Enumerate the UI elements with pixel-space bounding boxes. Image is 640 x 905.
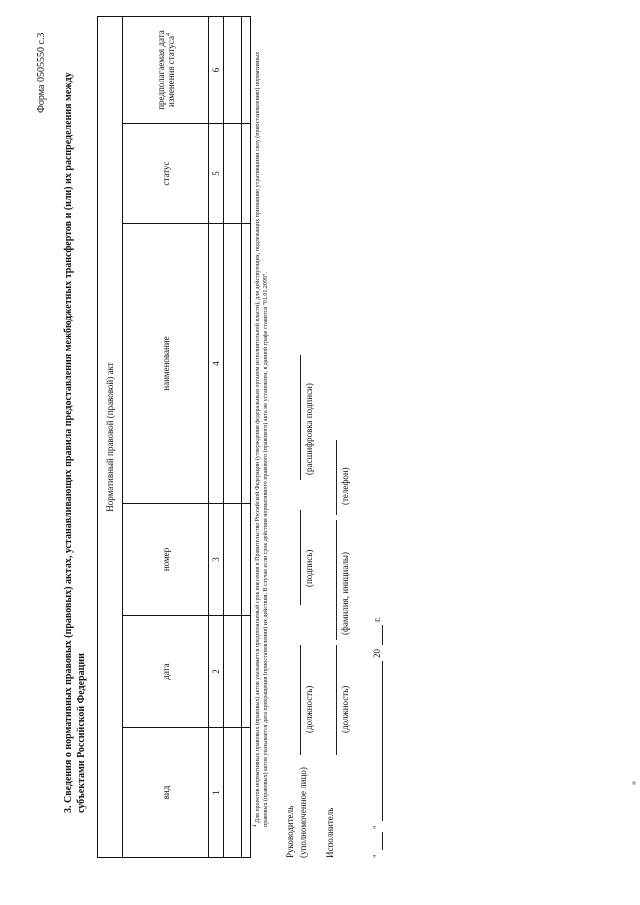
caption-decoding: (расшифровка подписи) [304, 383, 314, 475]
footnote-text: Для проектов нормативных правовых (правовых) актов указывается предполагаемый срок внесения в Правительство Российской Федерации (утверждения федеральным органом исполнительной власти), для действующих, подлежащих признанию утратившими силу (приостановлению) нормативных правовых (правовых) актов указывается дата прекращения (приостановления) их действия. В случае если срок действия нормативного правового (правового) акта не установлен, в данной графе ставится "01.01.2099". [255, 51, 269, 827]
table-group-header: Нормативный правовой (правовой) акт [98, 17, 123, 858]
column-header: вид [123, 728, 209, 858]
table-cell[interactable] [242, 728, 251, 858]
table-cell[interactable] [242, 124, 251, 224]
table-cell[interactable] [242, 616, 251, 728]
table-cell[interactable] [242, 504, 251, 616]
column-number: 2 [209, 616, 224, 728]
column-number: 3 [209, 504, 224, 616]
acts-table [97, 16, 251, 858]
executor-name-line[interactable] [336, 520, 337, 640]
executor-position-line[interactable] [336, 645, 337, 755]
date-year-suffix: г. [372, 617, 382, 622]
column-header-status-change [123, 17, 209, 124]
column-number: 6 [209, 17, 224, 124]
table-row [224, 17, 242, 858]
table-cell[interactable] [242, 17, 251, 124]
executor-label: Исполнитель [325, 807, 335, 858]
column-header-text: предполагаемая дата изменения статуса [155, 30, 176, 110]
table-cell[interactable] [224, 728, 242, 858]
column-number: 4 [209, 224, 224, 504]
head-label: Руководитель [285, 805, 295, 858]
footnote-ref: 4 [165, 33, 172, 37]
table-cell[interactable] [224, 17, 242, 124]
head-signature-line[interactable] [300, 510, 301, 605]
column-header: номер [123, 504, 209, 616]
form-code: Форма 0505550 с.3 [36, 32, 47, 113]
caption-phone: (телефон) [340, 467, 350, 505]
caption-signature: (подпись) [304, 549, 314, 587]
footnote-marker: 4 [253, 824, 258, 827]
column-header: статус [123, 124, 209, 224]
table-cell[interactable] [224, 616, 242, 728]
date-year-prefix: 20 [372, 649, 382, 658]
table-cell[interactable] [242, 224, 251, 504]
table-row [242, 17, 251, 858]
caption-exec-position: (должность) [340, 685, 350, 733]
section-title: 3. Сведения о нормативных правовых (правовых) актах, устанавливающих правила предоставления межбюджетных трансфертов и (или) их распределения между субъектами Российской Федерации [63, 72, 87, 813]
head-decoding-line[interactable] [300, 355, 301, 480]
date-day-line[interactable] [382, 832, 383, 850]
date-year-line[interactable] [382, 625, 383, 645]
column-number: 1 [209, 728, 224, 858]
date-quote-close: " [372, 825, 382, 829]
column-header: наименование [123, 224, 209, 504]
column-header: дата [123, 616, 209, 728]
scan-dot [632, 781, 636, 785]
footnote [252, 37, 270, 827]
date-quote-open: " [372, 854, 382, 858]
table-cell[interactable] [224, 224, 242, 504]
date-month-line[interactable] [382, 661, 383, 821]
head-position-line[interactable] [300, 645, 301, 755]
head-label-sub: (уполномоченное лицо) [298, 767, 308, 858]
caption-position: (должность) [304, 685, 314, 733]
caption-exec-name: (фамилия, инициалы) [340, 552, 350, 635]
column-number: 5 [209, 124, 224, 224]
executor-phone-line[interactable] [336, 440, 337, 515]
table-cell[interactable] [224, 124, 242, 224]
table-cell[interactable] [224, 504, 242, 616]
